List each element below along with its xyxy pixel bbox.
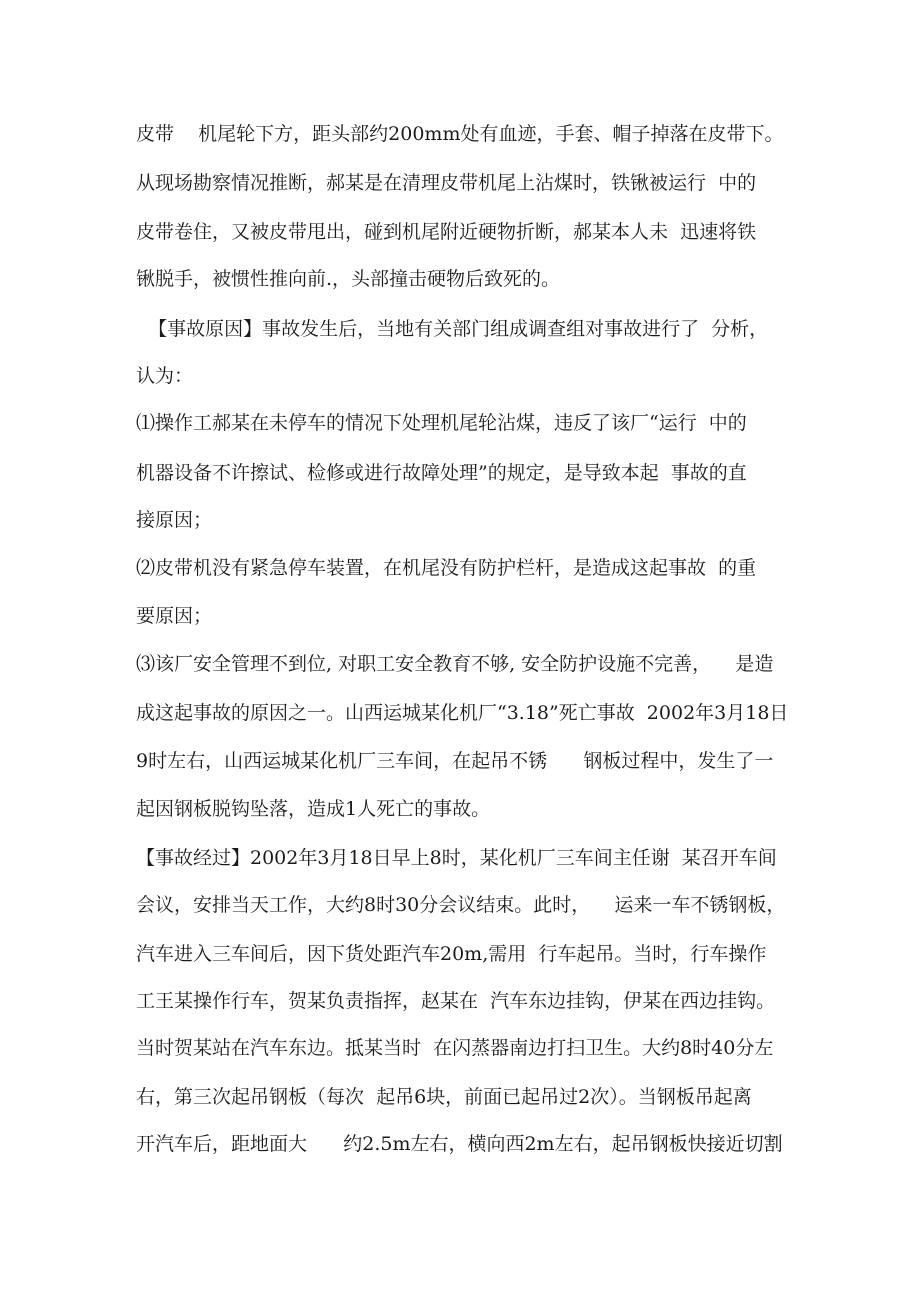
- text-line: 机器设备不许擦试、检修或进行故障处理”的规定，是导致本起 事故的直: [136, 462, 747, 484]
- text-line: 右，第三次起吊钢板（每次 起吊6块，前面已起吊过2次）。当钢板吊起离: [136, 1086, 752, 1108]
- text-line: 接原因；: [136, 509, 213, 531]
- text-line: 会议，安排当天工作，大约8时30分会议结束。此时， 运来一车不锈钢板，: [136, 894, 786, 916]
- text-line: 皮带卷住，又被皮带甩出，碰到机尾附近硬物折断，郝某本人未 迅速将铁: [136, 221, 757, 243]
- text-line: 认为：: [136, 365, 194, 387]
- text-line: 9时左右，山西运城某化机厂三车间，在起吊不锈 钢板过程中，发生了一: [136, 750, 774, 772]
- text-line: 皮带 机尾轮下方，距头部约200mm处有血迹，手套、帽子掉落在皮带下。: [136, 123, 784, 145]
- text-line: 汽车进入三车间后，因下货处距汽车20m,需用 行车起吊。当时，行车操作: [136, 943, 767, 965]
- text-line: ⑶该厂安全管理不到位, 对职工安全教育不够, 安全防护设施不完善， 是造: [136, 653, 774, 675]
- text-line: 当时贺某站在汽车东边。抵某当时 在闪蒸器南边打扫卫生。大约8时40分左: [136, 1037, 774, 1059]
- text-line: 从现场勘察情况推断，郝某是在清理皮带机尾上沾煤时，铁锹被运行 中的: [136, 172, 757, 194]
- text-line: 锹脱手，被惯性推向前.，头部撞击硬物后致死的。: [136, 268, 561, 290]
- text-line: 【事故经过】2002年3月18日早上8时，某化机厂三车间主任谢 某召开车间: [136, 847, 777, 869]
- text-line: ⑵皮带机没有紧急停车装置，在机尾没有防护栏杆，是造成这起事故 的重: [136, 557, 757, 579]
- text-line: 成这起事故的原因之一。山西运城某化机厂“3.18”死亡事故 2002年3月18日: [136, 702, 789, 724]
- text-line: 要原因；: [136, 605, 213, 627]
- text-line: 【事故原因】事故发生后，当地有关部门组成调查组对事故进行了 分析，: [136, 318, 769, 340]
- text-line: ⑴操作工郝某在未停车的情况下处理机尾轮沾煤，违反了该厂“运行 中的: [136, 412, 747, 434]
- text-line: 起因钢板脱钩坠落，造成1人死亡的事故。: [136, 798, 491, 820]
- text-line: 开汽车后，距地面大 约2.5m左右，横向西2m左右，起吊钢板快接近切割: [136, 1133, 783, 1155]
- text-line: 工王某操作行车，贺某负责指挥，赵某在 汽车东边挂钩，伊某在西边挂钩。: [136, 990, 776, 1012]
